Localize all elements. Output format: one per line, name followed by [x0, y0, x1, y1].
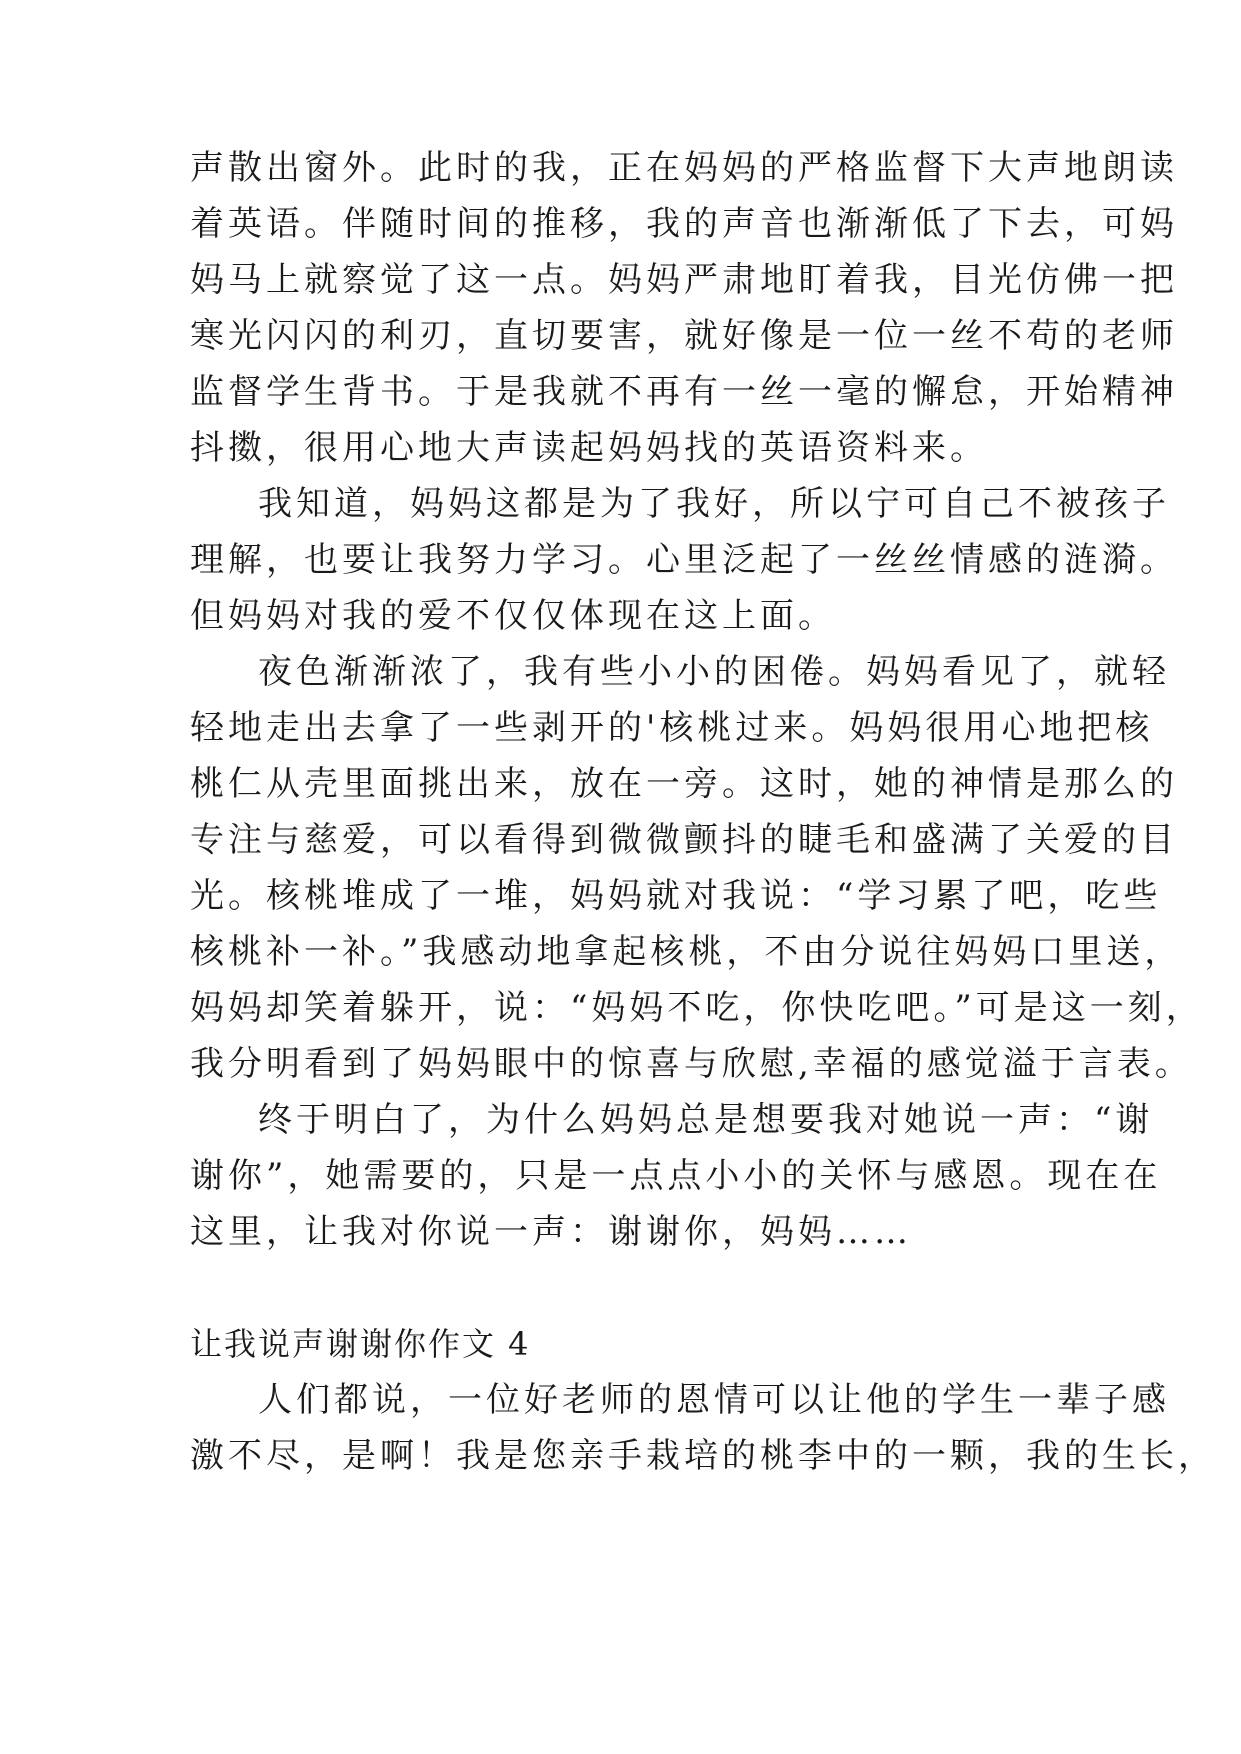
- text-line: 抖擞，很用心地大声读起妈妈找的英语资料来。: [190, 428, 988, 468]
- text-line: 着英语。伴随时间的推移，我的声音也渐渐低了下去，可妈: [190, 204, 1178, 244]
- section-heading: 让我说声谢谢你作文 4: [190, 1325, 531, 1363]
- text-line-content: 人们都说，一位好老师的恩情可以让他的学生一辈子感: [258, 1380, 1170, 1420]
- paragraph-4: [190, 1092, 1162, 1260]
- paragraph-2: [190, 476, 1178, 644]
- paragraph-1: [190, 140, 1178, 476]
- text-line: 寒光闪闪的利刃，直切要害，就好像是一位一丝不苟的老师: [190, 316, 1178, 356]
- text-line: 桃仁从壳里面挑出来，放在一旁。这时，她的神情是那么的: [190, 764, 1178, 804]
- text-line-content: 终于明白了，为什么妈妈总是想要我对她说一声：“谢: [258, 1100, 1154, 1140]
- paragraph-3: [190, 644, 1204, 1092]
- text-line: 我分明看到了妈妈眼中的惊喜与欣慰,幸福的感觉溢于言表。: [190, 1044, 1193, 1084]
- text-line: [190, 1092, 1154, 1148]
- text-line: 理解，也要让我努力学习。心里泛起了一丝丝情感的涟漪。: [190, 540, 1178, 580]
- text-line: [190, 476, 1170, 532]
- spacer: [190, 1260, 1070, 1316]
- text-line: 专注与慈爱，可以看得到微微颤抖的睫毛和盛满了关爱的目: [190, 820, 1178, 860]
- text-line: [190, 1372, 1170, 1428]
- text-line: 声散出窗外。此时的我，正在妈妈的严格监督下大声地朗读: [190, 148, 1178, 188]
- text-line: 妈妈却笑着躲开，说：“妈妈不吃，你快吃吧。”可是这一刻，: [190, 988, 1204, 1028]
- document-body: [190, 140, 1216, 1484]
- text-line: 这里，让我对你说一声：谢谢你，妈妈……: [190, 1212, 912, 1252]
- text-line: 核桃补一补。”我感动地拿起核桃，不由分说往妈妈口里送，: [190, 932, 1183, 972]
- text-line-content: 我知道，妈妈这都是为了我好，所以宁可自己不被孩子: [258, 484, 1170, 524]
- text-line: 但妈妈对我的爱不仅仅体现在这上面。: [190, 596, 836, 636]
- text-line: 谢你”，她需要的，只是一点点小小的关怀与感恩。现在在: [190, 1156, 1162, 1196]
- text-line: 光。核桃堆成了一堆，妈妈就对我说：“学习累了吧，吃些: [190, 876, 1162, 916]
- text-line: 监督学生背书。于是我就不再有一丝一毫的懈怠，开始精神: [190, 372, 1178, 412]
- text-line: 激不尽，是啊！我是您亲手栽培的桃李中的一颗，我的生长，: [190, 1436, 1216, 1476]
- section-paragraph-1: [190, 1372, 1216, 1484]
- text-line: [190, 644, 1170, 700]
- text-line-content: 夜色渐渐浓了，我有些小小的困倦。妈妈看见了，就轻: [258, 652, 1170, 692]
- text-line: 轻地走出去拿了一些剥开的'核桃过来。妈妈很用心地把核: [190, 708, 1154, 748]
- text-line: 妈马上就察觉了这一点。妈妈严肃地盯着我，目光仿佛一把: [190, 260, 1178, 300]
